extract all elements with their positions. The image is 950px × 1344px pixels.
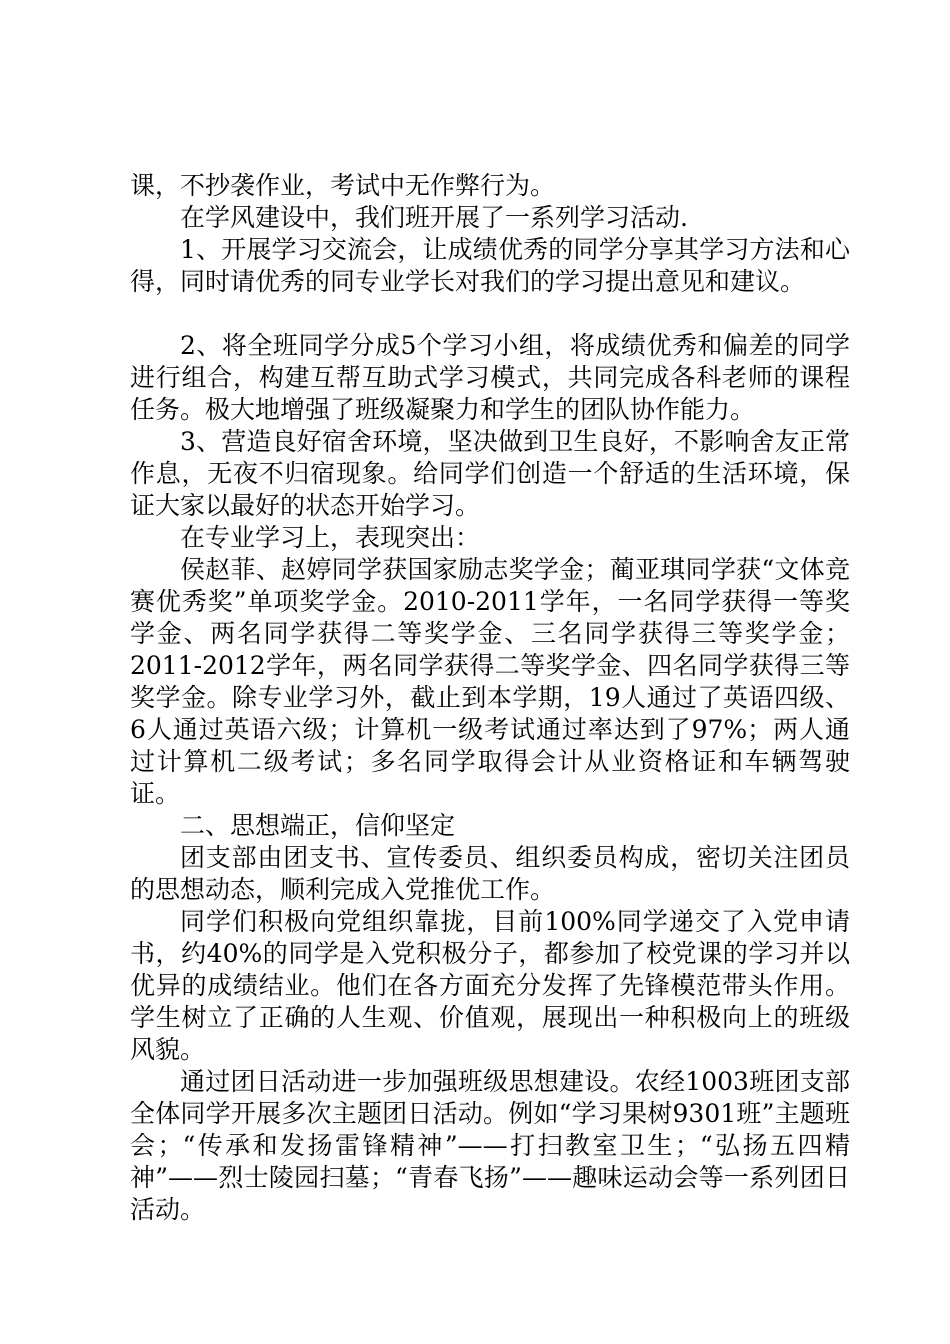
paragraph-9: 团支部由团支书、宣传委员、组织委员构成，密切关注团员的思想动态，顺利完成入党推优工作。 <box>130 843 850 904</box>
paragraph-3: 1、开展学习交流会，让成绩优秀的同学分享其学习方法和心得，同时请优秀的同专业学长对我们的学习提出意见和建议。 <box>130 235 850 296</box>
paragraph-11: 通过团日活动进一步加强班级思想建设。农经1003班团支部全体同学开展多次主题团日活动。例如“学习果树9301班”主题班会；“传承和发扬雷锋精神”——打扫教室卫生；“弘扬五四精神”——烈士陵园扫墓；“青春飞扬”——趣味运动会等一系列团日活动。 <box>130 1067 850 1224</box>
paragraph-4: 2、将全班同学分成5个学习小组，将成绩优秀和偏差的同学进行组合，构建互帮互助式学习模式，共同完成各科老师的课程任务。极大地增强了班级凝聚力和学生的团队协作能力。 <box>130 331 850 424</box>
section-heading-2: 二、思想端正，信仰坚定 <box>180 811 456 840</box>
paragraph-2: 在学风建设中，我们班开展了一系列学习活动. <box>180 203 688 232</box>
document-body <box>130 170 850 1226</box>
paragraph-5: 3、营造良好宿舍环境，坚决做到卫生良好，不影响舍友正常作息，无夜不归宿现象。给同学们创造一个舒适的生活环境，保证大家以最好的状态开始学习。 <box>130 427 850 520</box>
paragraph-10: 同学们积极向党组织靠拢，目前100%同学递交了入党申请书，约40%的同学是入党积极分子，都参加了校党课的学习并以优异的成绩结业。他们在各方面充分发挥了先锋模范带头作用。学生树立了正确的人生观、价值观，展现出一种积极向上的班级风貌。 <box>130 907 850 1064</box>
paragraph-7: 侯赵菲、赵婷同学获国家励志奖学金；蔺亚琪同学获“文体竞赛优秀奖”单项奖学金。2010-2011学年，一名同学获得一等奖学金、两名同学获得二等奖学金、三名同学获得三等奖学金；2011-2012学年，两名同学获得二等奖学金、四名同学获得三等奖学金。除专业学习外，截止到本学期，19人通过了英语四级、6人通过英语六级；计算机一级考试通过率达到了97%；两人通过计算机二级考试；多名同学取得会计从业资格证和车辆驾驶证。 <box>130 555 850 808</box>
paragraph-1: 课，不抄袭作业，考试中无作弊行为。 <box>130 171 556 200</box>
paragraph-6: 在专业学习上，表现突出： <box>180 523 481 552</box>
